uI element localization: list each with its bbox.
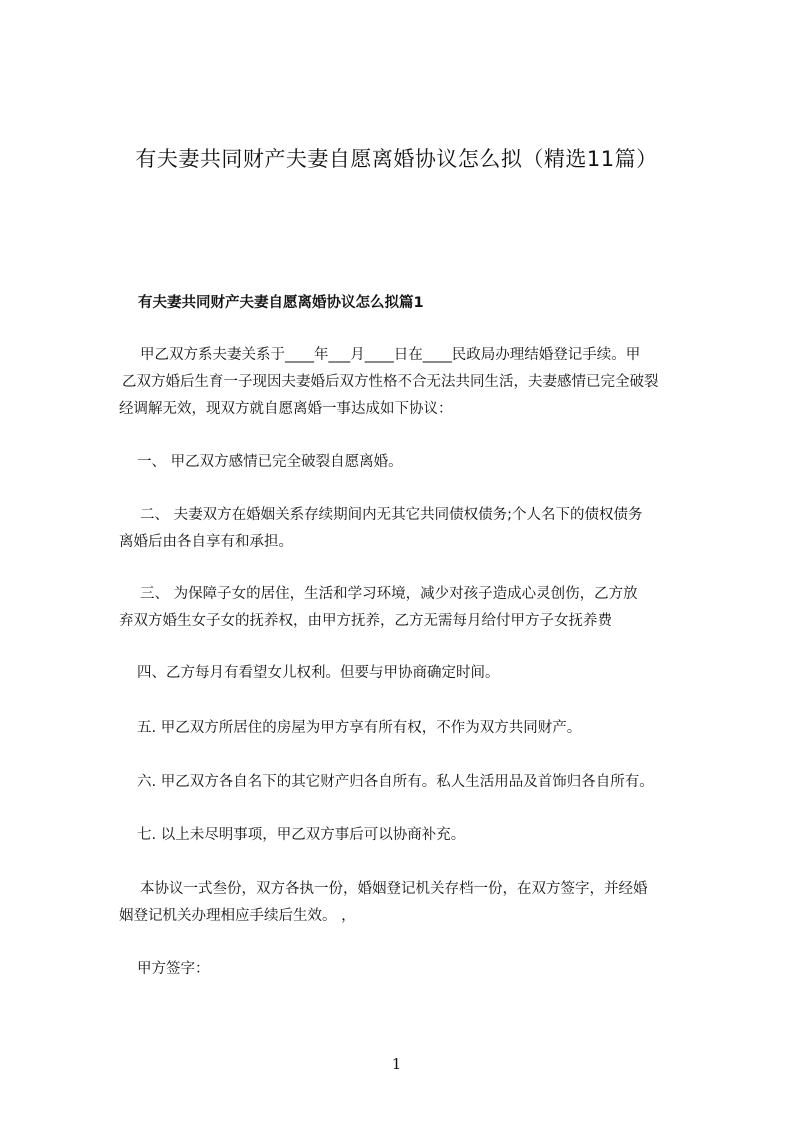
clause-1: 一、 甲乙双方感情已完全破裂自愿离婚。 xyxy=(137,454,403,470)
section-heading: 有夫妻共同财产夫妻自愿离婚协议怎么拟篇1 xyxy=(138,295,424,311)
paragraph-line: 甲乙双方系夫妻关系于____年___月____日在____民政局办理结婚登记手续。甲 xyxy=(140,347,641,363)
party-a-signature-label: 甲方签字： xyxy=(137,961,210,977)
page-number: 1 xyxy=(391,1055,402,1073)
document-title: 有夫妻共同财产夫妻自愿离婚协议怎么拟（精选11篇） xyxy=(135,147,658,171)
closing-line: 本协议一式叁份，双方各执一份，婚姻登记机关存档一份，在双方签字，并经婚 xyxy=(140,881,648,897)
paragraph-line: 乙双方婚后生育一子现因夫妻婚后双方性格不合无法共同生活，夫妻感情已完全破裂 xyxy=(122,374,659,390)
clause-4: 四、乙方每月有看望女儿权利。但要与甲协商确定时间。 xyxy=(137,665,500,681)
clause-2-line: 二、 夫妻双方在婚姻关系存续期间内无其它共同债权债务;个人名下的债权债务 xyxy=(140,507,643,523)
clause-3-line: 三、 为保障子女的居住，生活和学习环境，减少对孩子造成心灵创伤，乙方放 xyxy=(140,586,638,602)
clause-2-line: 离婚后由各自享有和承担。 xyxy=(119,534,293,550)
clause-5: 五. 甲乙双方所居住的房屋为甲方享有所有权，不作为双方共同财产。 xyxy=(137,720,582,736)
paragraph-line: 经调解无效，现双方就自愿离婚一事达成如下协议： xyxy=(119,401,453,417)
clause-7: 七. 以上未尽明事项，甲乙双方事后可以协商补充。 xyxy=(137,827,466,843)
clause-6: 六. 甲乙双方各自名下的其它财产归各自所有。私人生活用品及首饰归各自所有。 xyxy=(137,774,654,790)
closing-line: 姻登记机关办理相应手续后生效。 ， xyxy=(119,908,356,924)
clause-3-line: 弃双方婚生女子女的抚养权，由甲方抚养，乙方无需每月给付甲方子女抚养费 xyxy=(119,613,612,629)
